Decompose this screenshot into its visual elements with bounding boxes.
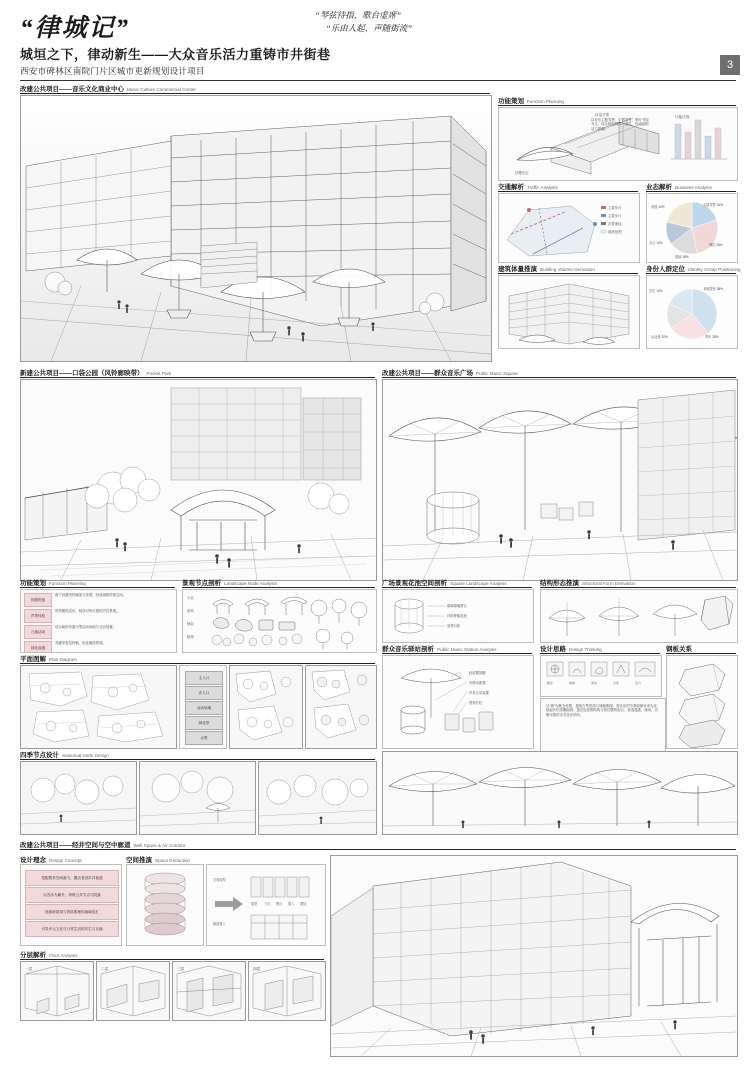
season-render-spring <box>20 761 137 835</box>
season-render-autumn <box>258 761 377 835</box>
section-label-landscape: 景观节点剖析 Landscape Node Analysis <box>182 580 277 587</box>
plan-drawing-main <box>20 665 177 749</box>
design-concept-item: 挖掘既有空间潜力，激活老旧市井巷道 <box>25 870 119 886</box>
function-row <box>24 641 173 653</box>
panel-business-pie <box>646 193 738 263</box>
function-note-text: 以音乐主题零售、乐器展售、唱片书屋为主，结合特色餐饮与茶饮，形成沿街活力界面。 <box>591 118 649 131</box>
svg-text:三层: 三层 <box>177 967 185 971</box>
section-label-design-think: 设计思路 Design Thinking <box>540 646 602 653</box>
svg-text:主要车行: 主要车行 <box>608 206 622 210</box>
panel-space-deduction <box>126 864 204 946</box>
svg-text:青年 28%: 青年 28% <box>705 335 719 339</box>
svg-text:餐饮 26%: 餐饮 26% <box>709 243 723 247</box>
section-label-design-concept: 设计理念 Design Concept <box>20 857 82 864</box>
poem-line-2: “乐由人起，声随街流” <box>326 22 412 33</box>
function-row-tag: 声景体验 <box>24 609 52 623</box>
design-concept-item: 延续坡屋顶与青砖肌理的地域语汇 <box>25 904 119 920</box>
header-divider <box>20 80 736 81</box>
render-music-culture-center <box>20 95 492 362</box>
function-row-text: 结合地形布置小型活动场地与互动装置。 <box>55 625 117 629</box>
svg-text:坐憩台阶: 坐憩台阶 <box>447 624 461 628</box>
svg-text:学生 14%: 学生 14% <box>649 289 663 293</box>
section-underline-4 <box>20 849 736 850</box>
svg-text:办公 14%: 办公 14% <box>649 241 663 245</box>
section-underline-1 <box>20 93 490 94</box>
svg-text:秩序: 秩序 <box>547 681 554 685</box>
svg-text:次要流线: 次要流线 <box>608 222 622 226</box>
render-public-music-square <box>382 379 738 581</box>
svg-text:韵律: 韵律 <box>569 681 576 685</box>
page-description: 西安市碑林区南院门片区城市更新规划设计项目 <box>20 66 205 76</box>
svg-text:功能比例: 功能比例 <box>675 115 690 119</box>
section-underline-2 <box>20 377 375 378</box>
section-underline-3 <box>382 377 736 378</box>
floor-plan-level-2 <box>96 961 170 1021</box>
floor-plan-level-3 <box>172 961 246 1021</box>
design-think-paragraph: 以“律”为概念母题，提取古琴弦线与城墙肌理，将音乐的节奏韵律转译为连续起伏的顶棚曲线；通过轻质钢结构与张拉膜的组合，营造通透、流动、可聚可散的市井音乐场所。 <box>546 704 658 717</box>
section-label-floor-analysis: 分层解析 Floor Analysis <box>20 952 78 959</box>
function-row-tag: 儿童活动 <box>24 625 52 639</box>
floor-plan-level-4 <box>248 961 326 1021</box>
svg-text:轻质膜顶棚: 轻质膜顶棚 <box>469 671 486 675</box>
design-concept-item: 以音乐为媒介，串联公共节点与院落 <box>25 887 119 903</box>
poem-block <box>258 9 458 35</box>
section-label-building-volume: 建筑体量推演 Building Volume Derivation <box>498 266 595 273</box>
section-label-function-planning: 功能策划 Function Planning <box>498 98 564 105</box>
function-2-rows <box>24 593 173 653</box>
poster-header <box>0 0 756 82</box>
section-underline-plan <box>20 663 375 664</box>
section-underline-crowd <box>382 653 532 654</box>
function-row-text: 廊下设置风铃廊架与条凳，形成遮阴停留空间。 <box>55 593 127 597</box>
function-row <box>24 609 173 623</box>
section-underline-func2 <box>20 587 175 588</box>
plan-drawing-detail-b <box>305 665 377 749</box>
section-label-business: 业态解析 Business Analysis <box>646 184 712 191</box>
svg-text:其他 10%: 其他 10% <box>651 205 665 209</box>
panel-traffic-analysis <box>498 193 640 263</box>
panel-building-volume <box>498 275 640 349</box>
section-label-structure: 结构形态推演 Structural Form Derivation <box>540 580 636 587</box>
plan-legend-item: 绿化带 <box>185 716 223 730</box>
plan-drawing-detail-a <box>229 665 303 749</box>
panel-function-planning <box>498 107 738 181</box>
function-row-tag: 绿化渗透 <box>24 641 52 653</box>
svg-text:流动: 流动 <box>591 681 598 685</box>
svg-text:二层: 二层 <box>101 967 109 971</box>
section-label-traffic: 交通解析 Traffic Analysis <box>498 184 558 191</box>
section-label-square-analysis: 广场景观花池空间剖析 Square Landscape Analysis <box>382 580 507 587</box>
svg-text:置入: 置入 <box>288 902 295 906</box>
section-underline-structure <box>540 587 736 588</box>
section-underline-business <box>646 191 736 192</box>
svg-text:空间原型: 空间原型 <box>213 878 226 882</box>
function-row <box>24 625 173 639</box>
panel-square-analysis <box>382 589 534 643</box>
plan-legend-item: 水景 <box>185 731 223 745</box>
function-row <box>24 593 173 607</box>
section-underline-floor <box>20 959 324 960</box>
season-render-summer <box>139 761 256 835</box>
page-subtitle: 城垣之下，律动新生——大众音乐活力重铸市井街巷 <box>20 47 331 62</box>
svg-text:下沉: 下沉 <box>264 902 271 906</box>
section-label-steel-relation: 钢板关系 <box>666 646 692 653</box>
panel-landscape-nodes <box>182 589 377 653</box>
section-underline-steel <box>666 653 736 654</box>
section-label-function-2: 功能策划 Function Planning <box>20 580 86 587</box>
panel-function-2 <box>20 589 177 653</box>
section-label-plan: 平面图解 Plan Diagram <box>20 656 77 663</box>
svg-text:声音互动装置: 声音互动装置 <box>469 691 489 695</box>
render-pocket-park <box>20 379 377 581</box>
plan-legend-item: 活动场地 <box>185 701 223 715</box>
panel-structure-derivation <box>540 589 738 643</box>
section-underline-landscape <box>182 587 375 588</box>
section-label-music-square: 改建公共项目——群众音乐广场 Public Music Square <box>382 370 518 377</box>
panel-deduction-steps <box>206 864 326 946</box>
floor-plan-level-1 <box>20 961 94 1021</box>
svg-text:环形种植花池: 环形种植花池 <box>447 614 467 618</box>
svg-text:可移动座凳: 可移动座凳 <box>469 681 486 685</box>
panel-identity-pie <box>646 275 738 349</box>
svg-text:玻璃幕墙围合: 玻璃幕墙围合 <box>447 604 467 608</box>
panel-design-concept <box>20 864 122 946</box>
function-row-text: 风铃随风成乐，构成可听可感的声音景观。 <box>55 609 120 613</box>
svg-text:座椅: 座椅 <box>187 609 194 613</box>
render-well-space-corridor <box>330 855 738 1057</box>
svg-text:植物: 植物 <box>187 635 194 639</box>
svg-text:铺装: 铺装 <box>187 622 194 626</box>
section-underline-season <box>20 759 375 760</box>
page-title: “律城记” <box>20 15 131 42</box>
section-label-identity: 身份人群定位 Identity Group Positioning <box>646 266 741 273</box>
svg-text:活力: 活力 <box>635 681 642 685</box>
svg-text:从业者 20%: 从业者 20% <box>651 335 668 339</box>
svg-text:本地居民 38%: 本地居民 38% <box>703 287 724 291</box>
canopy-elevation-strip <box>382 751 738 835</box>
panel-steel-relation <box>666 655 738 749</box>
svg-text:文创零售 32%: 文创零售 32% <box>703 203 724 207</box>
section-underline-square <box>382 587 532 588</box>
section-label-season: 四季节点设计 Seasonal Node Design <box>20 752 109 759</box>
panel-design-think-text <box>540 698 666 753</box>
svg-text:展演 18%: 展演 18% <box>675 255 689 259</box>
panel-crowd-station <box>382 655 534 749</box>
design-concept-item: 引导多元文化与日常生活的共生与互融 <box>25 921 119 937</box>
section-label-music-center: 改建公共项目——音乐文化商业中心 Music Culture Commercial Center <box>20 86 196 93</box>
section-underline-identity <box>646 273 736 274</box>
svg-text:小品: 小品 <box>187 596 194 600</box>
plan-legend-item: 次入口 <box>185 686 223 700</box>
section-underline-traffic <box>498 191 638 192</box>
function-row-tag: 休憩驻留 <box>24 593 52 607</box>
svg-text:顶棚形态: 顶棚形态 <box>515 171 529 175</box>
section-underline-function <box>498 105 736 106</box>
svg-text:体量关系: 体量关系 <box>595 113 610 117</box>
page-number-badge: 3 <box>720 55 740 75</box>
svg-text:围合: 围合 <box>276 902 283 906</box>
section-label-pocket-park: 新建公共项目——口袋公园（风铃廊映带） Pocket Park <box>20 370 172 377</box>
section-label-well-space: 改建公共项目——经井空间与空中廊道 Well Space & Air Corridor <box>20 842 186 849</box>
section-underline-design-think <box>540 653 660 654</box>
section-label-crowd-station: 群众音乐驿站剖析 Public Music Station Analysis <box>382 646 497 653</box>
svg-text:廊道置入: 廊道置入 <box>213 922 226 926</box>
svg-text:共享: 共享 <box>613 681 620 685</box>
svg-text:一层: 一层 <box>25 967 33 971</box>
plan-legend-item: 主入口 <box>185 671 223 685</box>
panel-design-think <box>540 655 662 697</box>
svg-text:景观灯柱: 景观灯柱 <box>469 701 483 705</box>
function-row-text: 乔灌草复层种植，软化硬质界面。 <box>55 641 106 645</box>
plan-legend <box>179 665 227 749</box>
svg-text:主要步行: 主要步行 <box>608 214 622 218</box>
svg-text:原型: 原型 <box>251 902 258 906</box>
section-underline-building <box>498 273 638 274</box>
svg-text:四层: 四层 <box>253 967 261 971</box>
section-label-space-deduction: 空间推演 Space Deduction <box>126 857 190 864</box>
svg-text:地块范围: 地块范围 <box>608 230 622 234</box>
poem-line-1: “琴弦待指，歌台虚席” <box>315 10 401 20</box>
svg-text:叠加: 叠加 <box>300 902 307 906</box>
